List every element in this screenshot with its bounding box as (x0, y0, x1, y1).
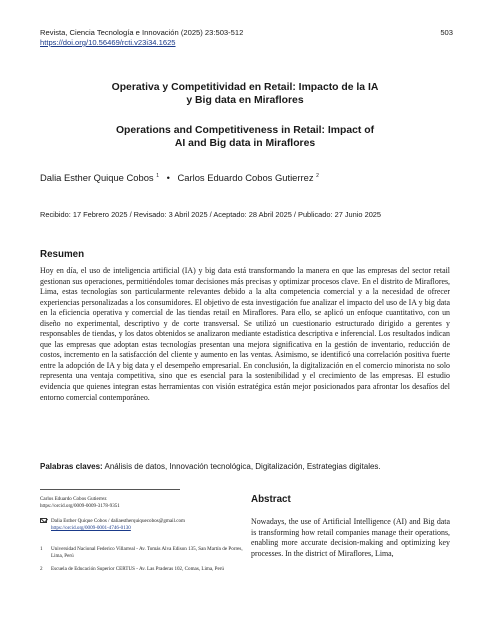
orcid-link[interactable]: https://orcid.org/0009-0001-4746-0130 (51, 525, 131, 531)
footnote-number: 2 (40, 566, 43, 572)
footnote-affiliation (40, 566, 250, 580)
author-affiliation-marker: 2 (316, 172, 319, 179)
footnote-text: Escuela de Educación Superior CERTUS - Av. Las Praderas 102, Comas, Lima, Perú (51, 566, 224, 572)
title-spanish (60, 81, 430, 107)
orcid-link[interactable]: https://orcid.org/0009-0009-3178-9351 (40, 503, 120, 509)
author-separator: • (166, 172, 170, 183)
author-name: Dalia Esther Quique Cobos (40, 172, 154, 183)
author-name: Carlos Eduardo Cobos Gutierrez (177, 172, 314, 183)
title-english (60, 124, 430, 150)
title-spanish-line2: y Big data en Miraflores (186, 95, 304, 106)
contact-text: Dalia Esther Quique Cobos / daliaestherquiquecobos@gmail.com (51, 518, 185, 524)
footnote-contact (40, 518, 250, 525)
footnote-divider (40, 489, 180, 490)
publication-dates: Recibido: 17 Febrero 2025 / Revisado: 3 Abril 2025 / Aceptado: 28 Abril 2025 / Publicado: 27 Junio 2025 (40, 210, 382, 219)
envelope-icon (40, 518, 47, 523)
title-english-line2: AI and Big data in Miraflores (174, 138, 316, 149)
keywords-text: Análisis de datos, Innovación tecnológica, Digitalización, Estrategias digitales. (104, 462, 381, 471)
footnote-author2-name: Carlos Eduardo Cobos Gutierrez (40, 496, 107, 502)
resumen-heading: Resumen (40, 249, 85, 260)
keywords (40, 462, 381, 471)
author-affiliation-marker: 1 (156, 172, 159, 179)
doi-link[interactable]: https://doi.org/10.56469/rcti.v23i34.1625 (40, 38, 176, 47)
footnote-affiliation (40, 546, 250, 560)
resumen-text: Hoy en día, el uso de inteligencia artificial (IA) y big data está transformando la manera en que las empresas del sector retail gestionan sus operaciones, permitiéndoles tomar decisiones más precisas y optimizar procesos clave. En el distrito de Miraflores, Lima, estas tecnologías son particularmente relevantes debido a la alta competencia comercial y a la necesidad de ofrecer experiencias personalizadas a los consumidores. El objetivo de esta investigación fue analizar el impacto del uso de IA y big data en la eficiencia operativa y comercial de las tiendas retail en Miraflores. Para ello, se aplicó un enfoque cuantitativo, con un diseño no experimental, descriptivo y de corte transversal. Se utilizó un cuestionario estructurado dirigido a gerentes y responsables de tiendas, y los datos obtenidos se analizaron mediante estadística descriptiva e inferencial. Los resultados indican que las empresas que adoptan estas tecnologías presentan una mejora significativa en la gestión de inventario, reducción de costos, incremento en la satisfacción del cliente y aumento en las ventas. Asimismo, se identificó una correlación positiva fuerte entre la adopción de IA y big data y el desempeño empresarial. En conclusión, la digitalización en el comercio minorista no solo representa una ventaja competitiva, sino que es esencial para la sostenibilidad y el crecimiento de las empresas. El estudio evidencia que quienes integran estas herramientas con visión estratégica están mejor posicionados para afrontar los desafíos del entorno comercial contemporáneo. (40, 266, 450, 402)
author-list (40, 172, 319, 183)
title-english-line1: Operations and Competitiveness in Retail: Impact of (115, 125, 375, 136)
title-spanish-line1: Operativa y Competitividad en Retail: Impacto de la IA (111, 82, 379, 93)
page-number: 503 (440, 28, 453, 37)
abstract-text: Nowadays, the use of Artificial Intelligence (AI) and Big data is transforming how retail companies manage their operations, enabling more accurate decision-making and optimizing key processes. In the district of Miraflores, Lima, (251, 517, 450, 558)
abstract-heading: Abstract (251, 494, 291, 505)
footnote-text: Universidad Nacional Federico Villarreal - Av. Tomás Alva Edison 135, San Martín de Porres, Lima, Perú (51, 546, 243, 559)
footnote-orcid (40, 525, 250, 532)
footnote-number: 1 (40, 546, 43, 552)
keywords-label: Palabras claves: (40, 462, 103, 471)
journal-citation: Revista, Ciencia Tecnología e Innovación (2025) 23:503-512 (40, 28, 244, 37)
